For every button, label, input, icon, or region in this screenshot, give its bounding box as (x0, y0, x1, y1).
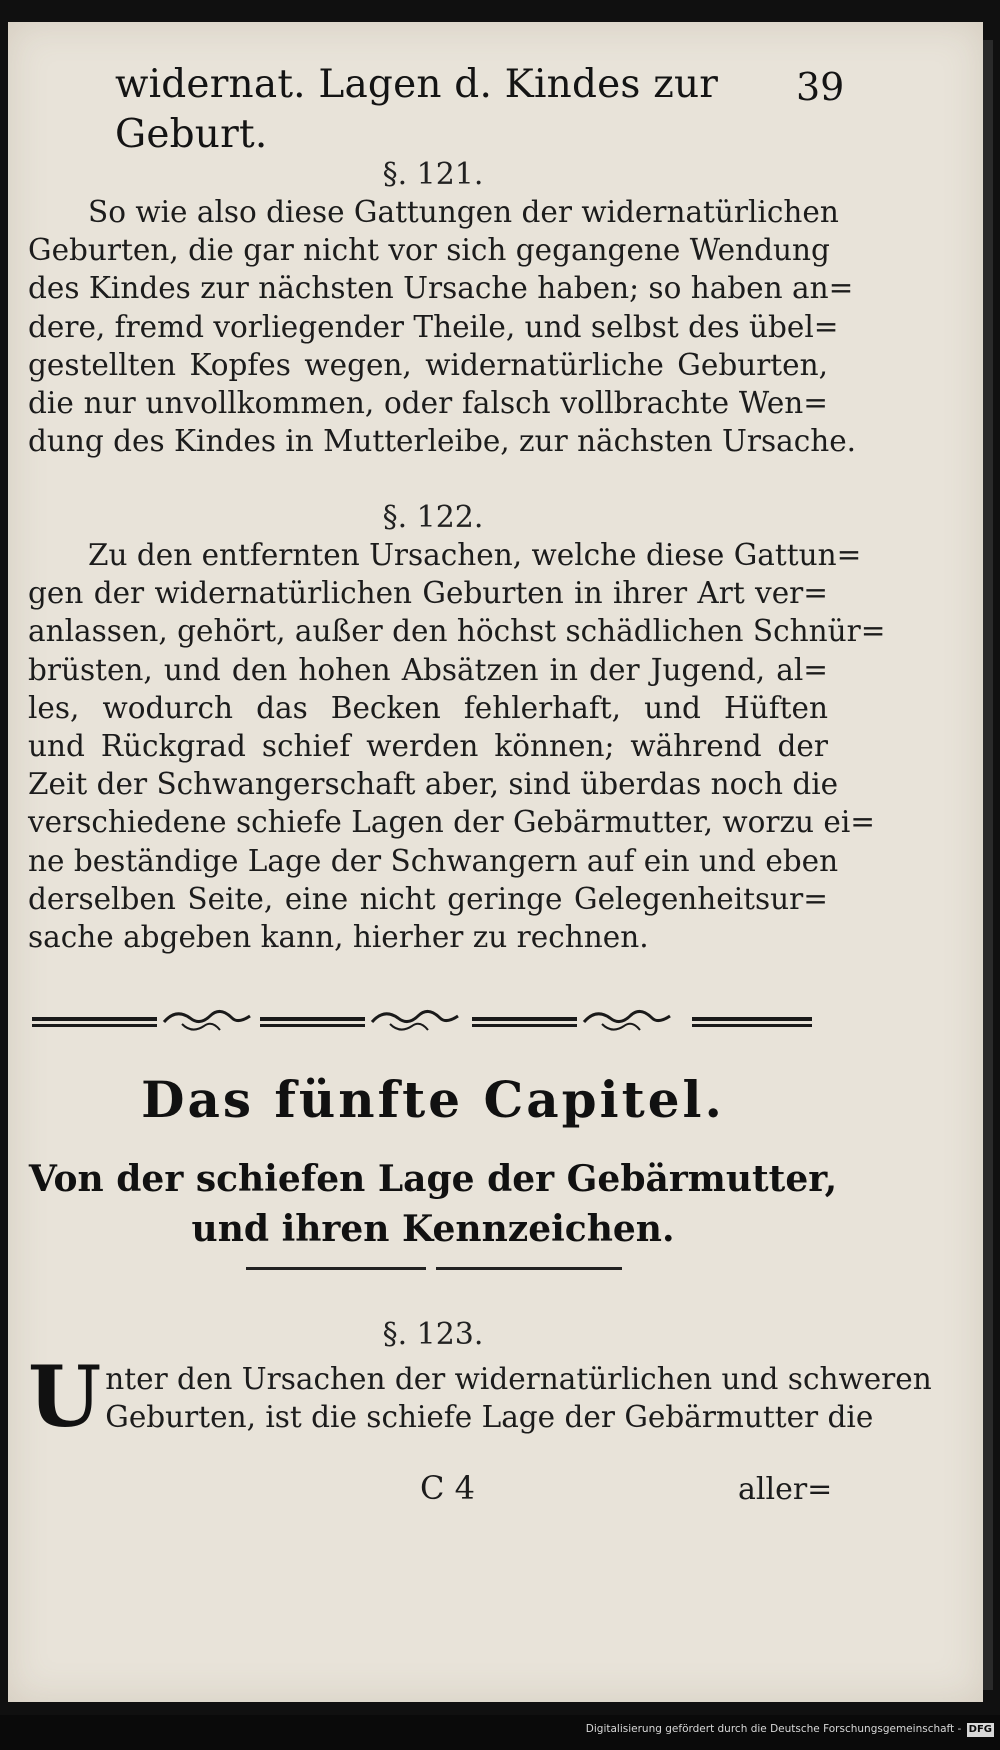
text-line: les, wodurch das Becken fehlerhaft, und Hüften (28, 690, 828, 725)
text-line: dung des Kindes in Mutterleibe, zur nächsten Ursache. (28, 424, 857, 459)
credit-text: Digitalisierung gefördert durch die Deutsche Forschungsgemeinschaft - (585, 1723, 962, 1735)
text-line: dere, fremd vorliegender Theile, und selbst des übel= (28, 309, 839, 344)
ornament-divider (32, 1002, 812, 1042)
text-line: So wie also diese Gattungen der widernatürlichen (88, 195, 839, 229)
chapter-subtitle-line1: Von der schiefen Lage der Gebärmutter, (28, 1158, 838, 1200)
text-line: nter den Ursachen der widernatürlichen und schweren (105, 1362, 932, 1396)
text-line: Zeit der Schwangerschaft aber, sind überdas noch die (28, 767, 839, 802)
chapter-subtitle-line2: und ihren Kennzeichen. (191, 1208, 675, 1250)
digitization-credit (586, 1722, 994, 1737)
text-line: Zu den entfernten Ursachen, welche diese Gattun= (88, 538, 862, 572)
paragraph-123 (28, 1347, 932, 1446)
text-line: ne beständige Lage der Schwangern auf ein und eben (28, 843, 839, 878)
running-head: widernat. Lagen d. Kindes zur Geburt. (115, 62, 719, 157)
text-line: anlassen, gehört, außer den höchst schädlichen Schnür= (28, 614, 886, 649)
text-line: gen der widernatürlichen Geburten in ihrer Art ver= (28, 576, 828, 611)
chapter-title: Das fünfte Capitel. (141, 1070, 725, 1129)
dfg-logo: DFG (968, 1724, 992, 1735)
drop-cap: U (28, 1347, 102, 1446)
text-line: Geburten, die gar nicht vor sich gegangene Wendung (28, 233, 830, 268)
page-number: 39 (796, 65, 845, 109)
text-line: gestellten Kopfes wegen, widernatürliche Geburten, (28, 347, 828, 382)
text-line: sache abgeben kann, hierher zu rechnen. (28, 920, 649, 955)
paragraph-122 (28, 536, 886, 956)
text-line: und Rückgrad schief werden können; während der (28, 729, 828, 764)
text-line: die nur unvollkommen, oder falsch vollbrachte Wen= (28, 386, 828, 421)
section-heading-122: §. 122. (382, 500, 484, 535)
page-edge (983, 40, 993, 1690)
text-line: verschiedene schiefe Lagen der Gebärmutter, worzu ei= (28, 805, 875, 840)
catchword: aller= (738, 1472, 833, 1507)
section-heading-121: §. 121. (382, 157, 484, 192)
chapter-rule-left (246, 1267, 426, 1270)
text-line: des Kindes zur nächsten Ursache haben; so haben an= (28, 271, 854, 306)
text-line: brüsten, und den hohen Absätzen in der Jugend, al= (28, 652, 828, 687)
chapter-rule-right (436, 1267, 622, 1270)
signature-mark: C 4 (420, 1469, 476, 1507)
section-heading-123: §. 123. (382, 1317, 484, 1352)
text-line: derselben Seite, eine nicht geringe Gelegenheitsur= (28, 881, 828, 916)
text-line: Geburten, ist die schiefe Lage der Gebärmutter die (105, 1400, 874, 1435)
paragraph-121 (28, 193, 857, 460)
